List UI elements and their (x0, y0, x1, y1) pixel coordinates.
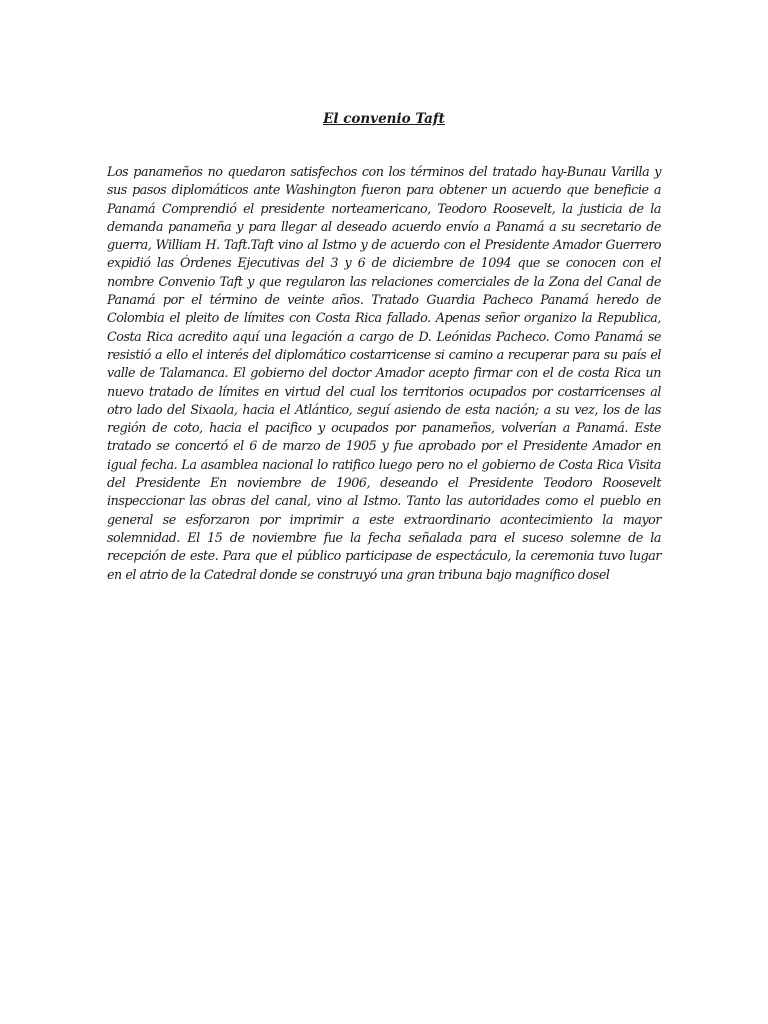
document-title: El convenio Taft (323, 111, 445, 127)
document-body-paragraph: Los panameños no quedaron satisfechos con los términos del tratado hay-Bunau Varilla y sus pasos diplomáticos ante Washington fueron para obtener un acuerdo que beneficie a Panamá Comprendió el presidente norteamericano, Teodoro Roosevelt, la justicia de la demanda panameña y para llegar al deseado acuerdo envío a Panamá a su secretario de guerra, William H. Taft.Taft vino al Istmo y de acuerdo con el Presidente Amador Guerrero expidió las Órdenes Ejecutivas del 3 y 6 de diciembre de 1094 que se conocen con el nombre Convenio Taft y que regularon las relaciones comerciales de la Zona del Canal de Panamá por el término de veinte años. Tratado Guardia Pacheco Panamá heredo de Colombia el pleito de límites con Costa Rica fallado. Apenas señor organizo la Republica, Costa Rica acredito aquí una legación a cargo de D. Leónidas Pacheco. Como Panamá se resistió a ello el interés del diplomático costarricense si camino a recuperar para su país el valle de Talamanca. El gobierno del doctor Amador acepto firmar con el de costa Rica un nuevo tratado de límites en virtud del cual los territorios ocupados por costarricenses al otro lado del Sixaola, hacia el Atlántico, seguí asiendo de esta nación; a su vez, los de las región de coto, hacia el pacifico y ocupados por panameños, volverían a Panamá. Este tratado se concertó el 6 de marzo de 1905 y fue aprobado por el Presidente Amador en igual fecha. La asamblea nacional lo ratifico luego pero no el gobierno de Costa Rica Visita del Presidente En noviembre de 1906, deseando el Presidente Teodoro Roosevelt inspeccionar las obras del canal, vino al Istmo. Tanto las autoridades como el pueblo en general se esforzaron por imprimir a este extraordinario acontecimiento la mayor solemnidad. El 15 de noviembre fue la fecha señalada para el suceso solemne de la recepción de este. Para que el público participase de espectáculo, la ceremonia tuvo lugar en el atrio de la Catedral donde se construyó una gran tribuna bajo magnífico dosel (107, 164, 661, 582)
